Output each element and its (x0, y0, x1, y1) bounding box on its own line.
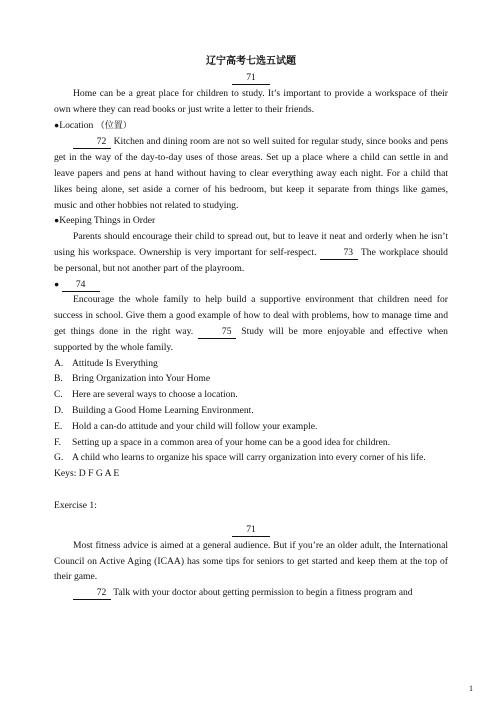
option-item (54, 450, 448, 466)
paragraph-74-text-before: Encourage the whole family to help build a supportive environment that children need for success in school. Give them a good example of how to deal with problems, how to manage time and get things done in the right way. (54, 294, 448, 337)
location-cn: （位置） (95, 120, 132, 131)
option-item (54, 356, 448, 372)
intro-paragraph: Home can be a great place for children to study. It’s important to provide a workspace of their own where they can read books or just write a letter to their friends. (54, 88, 448, 115)
answer-blank-75: 75 (198, 326, 236, 339)
bullet-icon: ● (54, 278, 60, 289)
option-item (54, 419, 448, 435)
paragraph-74-text-after: Study will be more enjoyable and effective when supported by the whole family. (54, 325, 448, 353)
options-list (54, 356, 448, 467)
exercise-answer-blank-72: 72 (73, 587, 111, 600)
option-text: Bring Organization into Your Home (72, 373, 211, 385)
order-heading-line (54, 213, 448, 229)
answer-blank-73: 73 (320, 247, 358, 260)
paragraph-order-text-before: Parents should encourage their child to spread out, but to leave it neat and orderly when he isn’t using his workspace. Ownership is very important for self-respect. (54, 231, 448, 258)
exercise-paragraph-72-text: Talk with your doctor about getting permission to begin a fitness program and (113, 587, 413, 599)
option-item (54, 435, 448, 451)
bullet-icon: ● (54, 215, 60, 226)
option-letter: C. (54, 389, 63, 401)
option-text: Attitude Is Everything (72, 357, 158, 369)
page-number: 1 (469, 684, 473, 693)
heading-74-line (54, 277, 448, 293)
location-heading-line (54, 118, 448, 135)
bullet-icon: ● (54, 119, 60, 130)
paragraph-72 (54, 134, 448, 213)
option-letter: B. (54, 373, 63, 385)
exercise-blank-71-line (54, 522, 448, 538)
exercise-paragraph-72 (54, 585, 448, 601)
option-letter: A. (54, 357, 64, 369)
option-item (54, 371, 448, 387)
document-body (54, 54, 448, 601)
exercise-answer-blank-71: 71 (232, 524, 270, 537)
exercise-intro: Most fitness advice is aimed at a general audience. But if you’re an older adult, the International Council on Active Aging (ICAA) has some tips for seniors to get started and keep them at the top of their game. (54, 539, 448, 583)
option-item (54, 403, 448, 419)
answer-keys: Keys: D F G A E (54, 468, 120, 480)
option-letter: E. (54, 420, 63, 432)
option-letter: G. (54, 452, 64, 464)
option-letter: D. (54, 404, 64, 416)
answer-blank-74: 74 (62, 279, 100, 292)
option-text: Building a Good Home Learning Environment. (72, 404, 254, 416)
spacer (54, 514, 448, 522)
document-title: 辽宁高考七选五试题 (206, 56, 296, 67)
location-heading: Location (59, 119, 94, 131)
option-item (54, 387, 448, 403)
paragraph-order-text-after: The workplace should be personal, but not another part of the playroom. (54, 246, 448, 274)
blank-71-line (54, 70, 448, 86)
option-text: Setting up a space in a common area of your home can be a good idea for children. (72, 436, 391, 448)
paragraph-74 (54, 292, 448, 355)
answer-blank-72: 72 (73, 136, 111, 149)
option-text: A child who learns to organize his space will carry organization into every corner of his life. (72, 452, 426, 464)
exercise-heading: Exercise 1: (54, 499, 97, 511)
option-letter: F. (54, 436, 61, 448)
paragraph-order (54, 229, 448, 276)
answer-blank-71: 71 (232, 72, 270, 85)
option-text: Here are several ways to choose a location. (72, 389, 238, 401)
spacer (54, 482, 448, 498)
order-heading: Keeping Things in Order (59, 215, 156, 227)
paragraph-72-text: Kitchen and dining room are not so well suited for regular study, since books and pens get in the way of the day-to-day uses of those areas. Set up a place where a child can settle in and leave papers and pens at hand without having to clear everything away each night. For a child that likes being alone, set aside a corner of his bedroom, but keep it separate from things like games, music and other hobbies not related to studying. (54, 136, 449, 211)
option-text: Hold a can-do attitude and your child will follow your example. (72, 420, 318, 432)
